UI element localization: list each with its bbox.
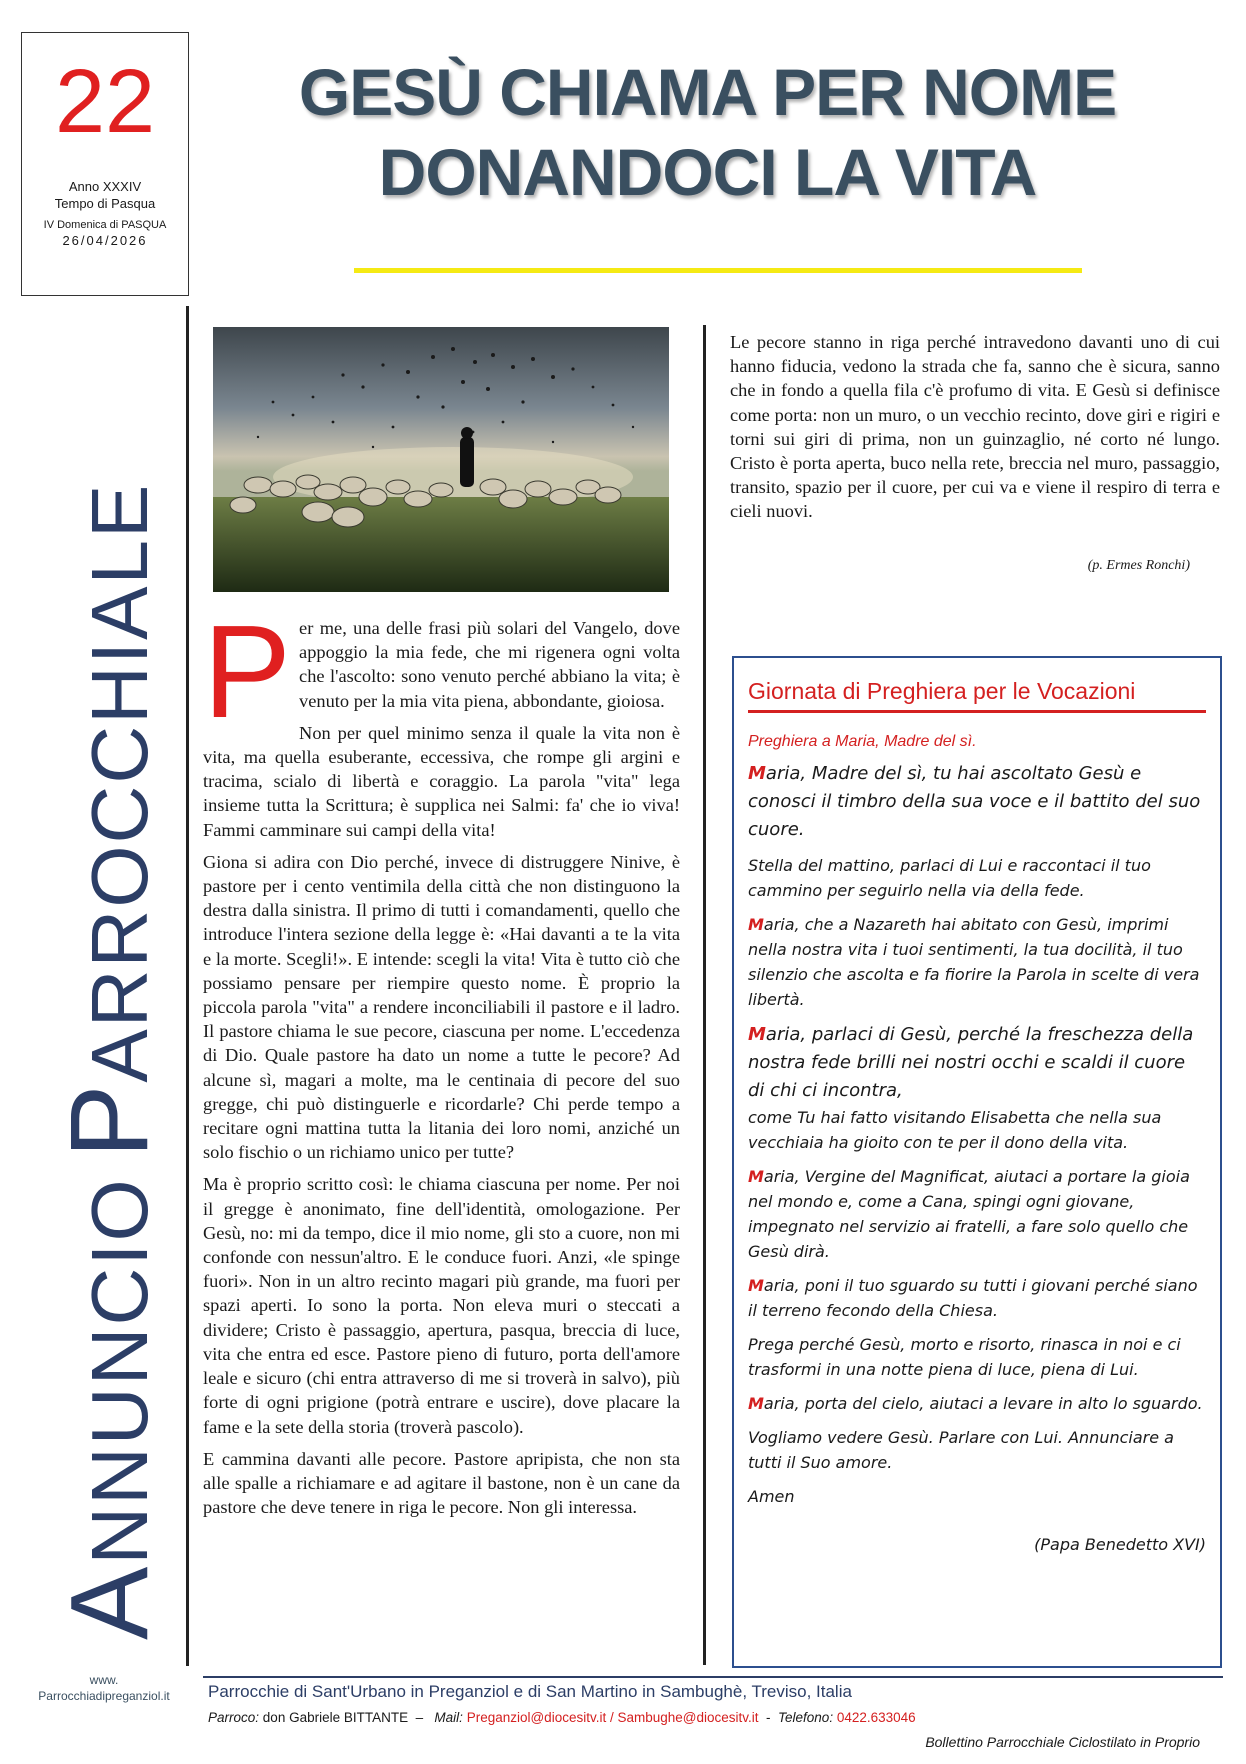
article-main bbox=[203, 598, 680, 1527]
footer-dash-2: - bbox=[766, 1710, 771, 1725]
footer-contacts bbox=[208, 1710, 916, 1725]
prayer-initial: M bbox=[748, 1024, 766, 1045]
prayer-stanza-1: Maria, Madre del sì, tu hai ascoltato Gesù e conosci il timbro della sua voce e il battito del suo cuore. bbox=[748, 763, 1201, 840]
prayer-initial: M bbox=[748, 763, 766, 784]
headline bbox=[220, 52, 1195, 212]
article-paragraph-5: E cammina davanti alle pecore. Pastore apripista, che non sta alle spalle a richiamare e ad agitare il bastone, non è un cane da pastore che deve tenere in riga le pecore. Non gli interessa. bbox=[203, 1448, 680, 1518]
masthead-cap-a: A bbox=[48, 1564, 171, 1640]
prayer-subtitle: Preghiera a Maria, Madre del sì. bbox=[748, 733, 977, 750]
footer-divider bbox=[203, 1676, 1223, 1678]
footer-parishes: Parrocchie di Sant'Urbano in Preganziol e di San Martino in Sambughè, Treviso, Italia bbox=[208, 1682, 852, 1701]
article-author: (p. Ermes Ronchi) bbox=[1087, 558, 1190, 573]
prayer-stanza-4b: come Tu hai fatto visitando Elisabetta che nella sua vecchiaia ha gioito con te per il dono della vita. bbox=[748, 1108, 1162, 1152]
prayer-stanza-9: Vogliamo vedere Gesù. Parlare con Lui. Annunciare a tutti il Suo amore. bbox=[748, 1428, 1174, 1472]
issue-season: Tempo di Pasqua bbox=[54, 196, 156, 211]
mail-link[interactable]: Preganziol@diocesitv.it / Sambughe@diocesitv.it bbox=[466, 1710, 759, 1725]
drop-cap: P bbox=[203, 598, 292, 745]
prayer-stanza-6: Maria, poni il tuo sguardo su tutti i giovani perché siano il terreno fecondo della Chiesa. bbox=[748, 1276, 1198, 1320]
article-paragraph-4: Ma è proprio scritto così: le chiama ciascuna per nome. Per noi il gregge è anonimato, fine dell'identità, omologazione. Per Gesù, no: mi da tempo, dice il mio nome, gli sto a cuore, non mi confonde con nessun'altro. E le conduce fuori. Anzi, «le spinge fuori». Non in un altro recinto magari più grande, ma fuori per spazi aperti. Io sono la porta. Non eleva muri o steccati a dividere; Cristo è passaggio, apertura, pasqua, breccia di luce, vita che entra ed esce. Pastore pieno di futuro, porta dell'amore leale e sicuro (chi entra attraverso di me si troverà in salvo), più forte di ogni prigione (potrà entrare e uscire), dove placare la fame e la sete della storia (troverà pascolo). bbox=[203, 1174, 680, 1437]
site-url-line-1: www. bbox=[89, 1673, 119, 1687]
prayer-initial: M bbox=[748, 1276, 764, 1295]
article-paragraph-2: Non per quel minimo senza il quale la vita non è vita, ma quella esuberante, eccessiva, che rompe gli argini e tracima, scialo di libertà e coraggio. La parola "vita" lega insieme tutta la Scrittura; è supplica nei Salmi: fa' che io viva! Fammi camminare sui campi della vita! bbox=[203, 722, 680, 840]
headline-line-2: DONANDOCI LA VITA bbox=[378, 135, 1037, 209]
pastor-label: Parroco: bbox=[208, 1710, 260, 1725]
footer-bulletin: Bollettino Parrocchiale Ciclostilato in Proprio bbox=[925, 1734, 1200, 1750]
site-url[interactable] bbox=[20, 1672, 188, 1704]
issue-box bbox=[21, 32, 189, 296]
prayer-initial: M bbox=[748, 1167, 764, 1186]
issue-sunday: IV Domenica di PASQUA bbox=[43, 219, 167, 231]
prayer-amen: Amen bbox=[748, 1487, 795, 1506]
article-continuation: Le pecore stanno in riga perché intravedono davanti uno di cui hanno fiducia, vedono la strada che fa, sanno che è sicura, sanno che in fondo a quella fila c'è profumo di vita. E Gesù si definisce come porta: non un muro, o un vecchio recinto, dove giri e rigiri e torni sui giri di prima, non un guinzaglio, né corto né lungo. Cristo è porta aperta, buco nella rete, breccia nel muro, passaggio, transito, spazio per il cuore, per cui va e viene il respiro di terra e cieli nuovi. bbox=[730, 332, 1220, 522]
prayer-stanza-7: Prega perché Gesù, morto e risorto, rinasca in noi e ci trasformi in una notte piena di luce, piena di Lui. bbox=[748, 1335, 1181, 1379]
prayer-initial: M bbox=[748, 1394, 764, 1413]
masthead-text bbox=[48, 320, 198, 1640]
prayer-stanza-5: Maria, Vergine del Magnificat, aiutaci a portare la gioia nel mondo e, come a Cana, spingi ogni giovane, impegnato nel servizio ai fratelli, a fare solo quello che Gesù dirà. bbox=[748, 1167, 1190, 1261]
issue-number: 22 bbox=[54, 52, 156, 152]
prayer-box bbox=[732, 656, 1222, 1668]
phone-label: Telefono: bbox=[778, 1710, 834, 1725]
prayer-initial: M bbox=[748, 915, 764, 934]
shepherd-flock-photo bbox=[213, 327, 669, 592]
headline-underline bbox=[354, 268, 1082, 273]
masthead-word-parrocchiale: ARROCCHIALE bbox=[75, 482, 164, 1083]
prayer-stanza-3: Maria, che a Nazareth hai abitato con Gesù, imprimi nella nostra vita i tuoi sentimenti, la tua docilità, il tuo silenzio che ascolta e fa fiorire la Parola in scelte di vera libertà. bbox=[748, 915, 1200, 1009]
prayer-stanza-4: Maria, parlaci di Gesù, perché la freschezza della nostra fede brilli nei nostri occhi e scaldi il cuore di chi ci incontra, bbox=[748, 1024, 1194, 1101]
mail-label: Mail: bbox=[434, 1710, 463, 1725]
article-paragraph-1 bbox=[203, 598, 680, 745]
masthead-cap-p: P bbox=[48, 1082, 171, 1158]
masthead-word-annuncio: NNUNCIO bbox=[75, 1177, 164, 1565]
pastor-name: don Gabriele BITTANTE bbox=[262, 1710, 409, 1725]
footer-dash-1: – bbox=[415, 1710, 424, 1725]
issue-date: 26/04/2026 bbox=[62, 233, 148, 248]
article-paragraph-3: Giona si adira con Dio perché, invece di distruggere Ninive, è pastore per i cento ventimila della città che non distinguono la destra dalla sinistra. Il primo di tutti i comandamenti, quello che introduce l'intera sezione della legge è: «Hai davanti a te la vita e la morte. Scegli!». E intende: scegli la vita! Vita è tutto ciò che possiamo pensare per riempire questo nome. È proprio la piccola parola "vita" a rendere inconciliabili il pastore e il ladro. Il pastore chiama le sue pecore, ciascuna per nome. L'eccedenza di Dio. Quale pastore ha dato un nome a tutte le pecore? Ad alcune sì, magari a molte, ma le centinaia di pecore del suo gregge, chi può distinguerle e ricordarle? Chi perde tempo a recitare ogni mattina tutta la litania dei loro nomi, anziché un solo fischio o un richiamo unico per tutte? bbox=[203, 851, 680, 1163]
masthead bbox=[48, 320, 171, 1640]
prayer-author: (Papa Benedetto XVI) bbox=[1034, 1535, 1206, 1554]
issue-year: Anno XXXIV bbox=[68, 179, 142, 194]
phone-number[interactable]: 0422.633046 bbox=[836, 1710, 916, 1725]
prayer-stanza-2: Stella del mattino, parlaci di Lui e raccontaci il tuo cammino per seguirlo nella via della fede. bbox=[748, 856, 1151, 900]
article-paragraph-1-text: er me, una delle frasi più solari del Vangelo, dove appoggio la mia fede, che mi rigenera ogni volta che l'ascolto: sono venuto perché abbiano la vita; è venuto per la mia vita piena, abbondante, gioiosa. bbox=[299, 618, 680, 711]
masthead-divider bbox=[186, 306, 189, 1666]
column-divider bbox=[703, 325, 706, 1665]
site-url-line-2: Parrocchiadipreganziol.it bbox=[38, 1689, 170, 1703]
prayer-stanza-8: Maria, porta del cielo, aiutaci a levare in alto lo sguardo. bbox=[748, 1394, 1203, 1413]
headline-line-1: GESÙ CHIAMA PER NOME bbox=[298, 55, 1117, 129]
prayer-title: Giornata di Preghiera per le Vocazioni bbox=[748, 676, 1206, 713]
